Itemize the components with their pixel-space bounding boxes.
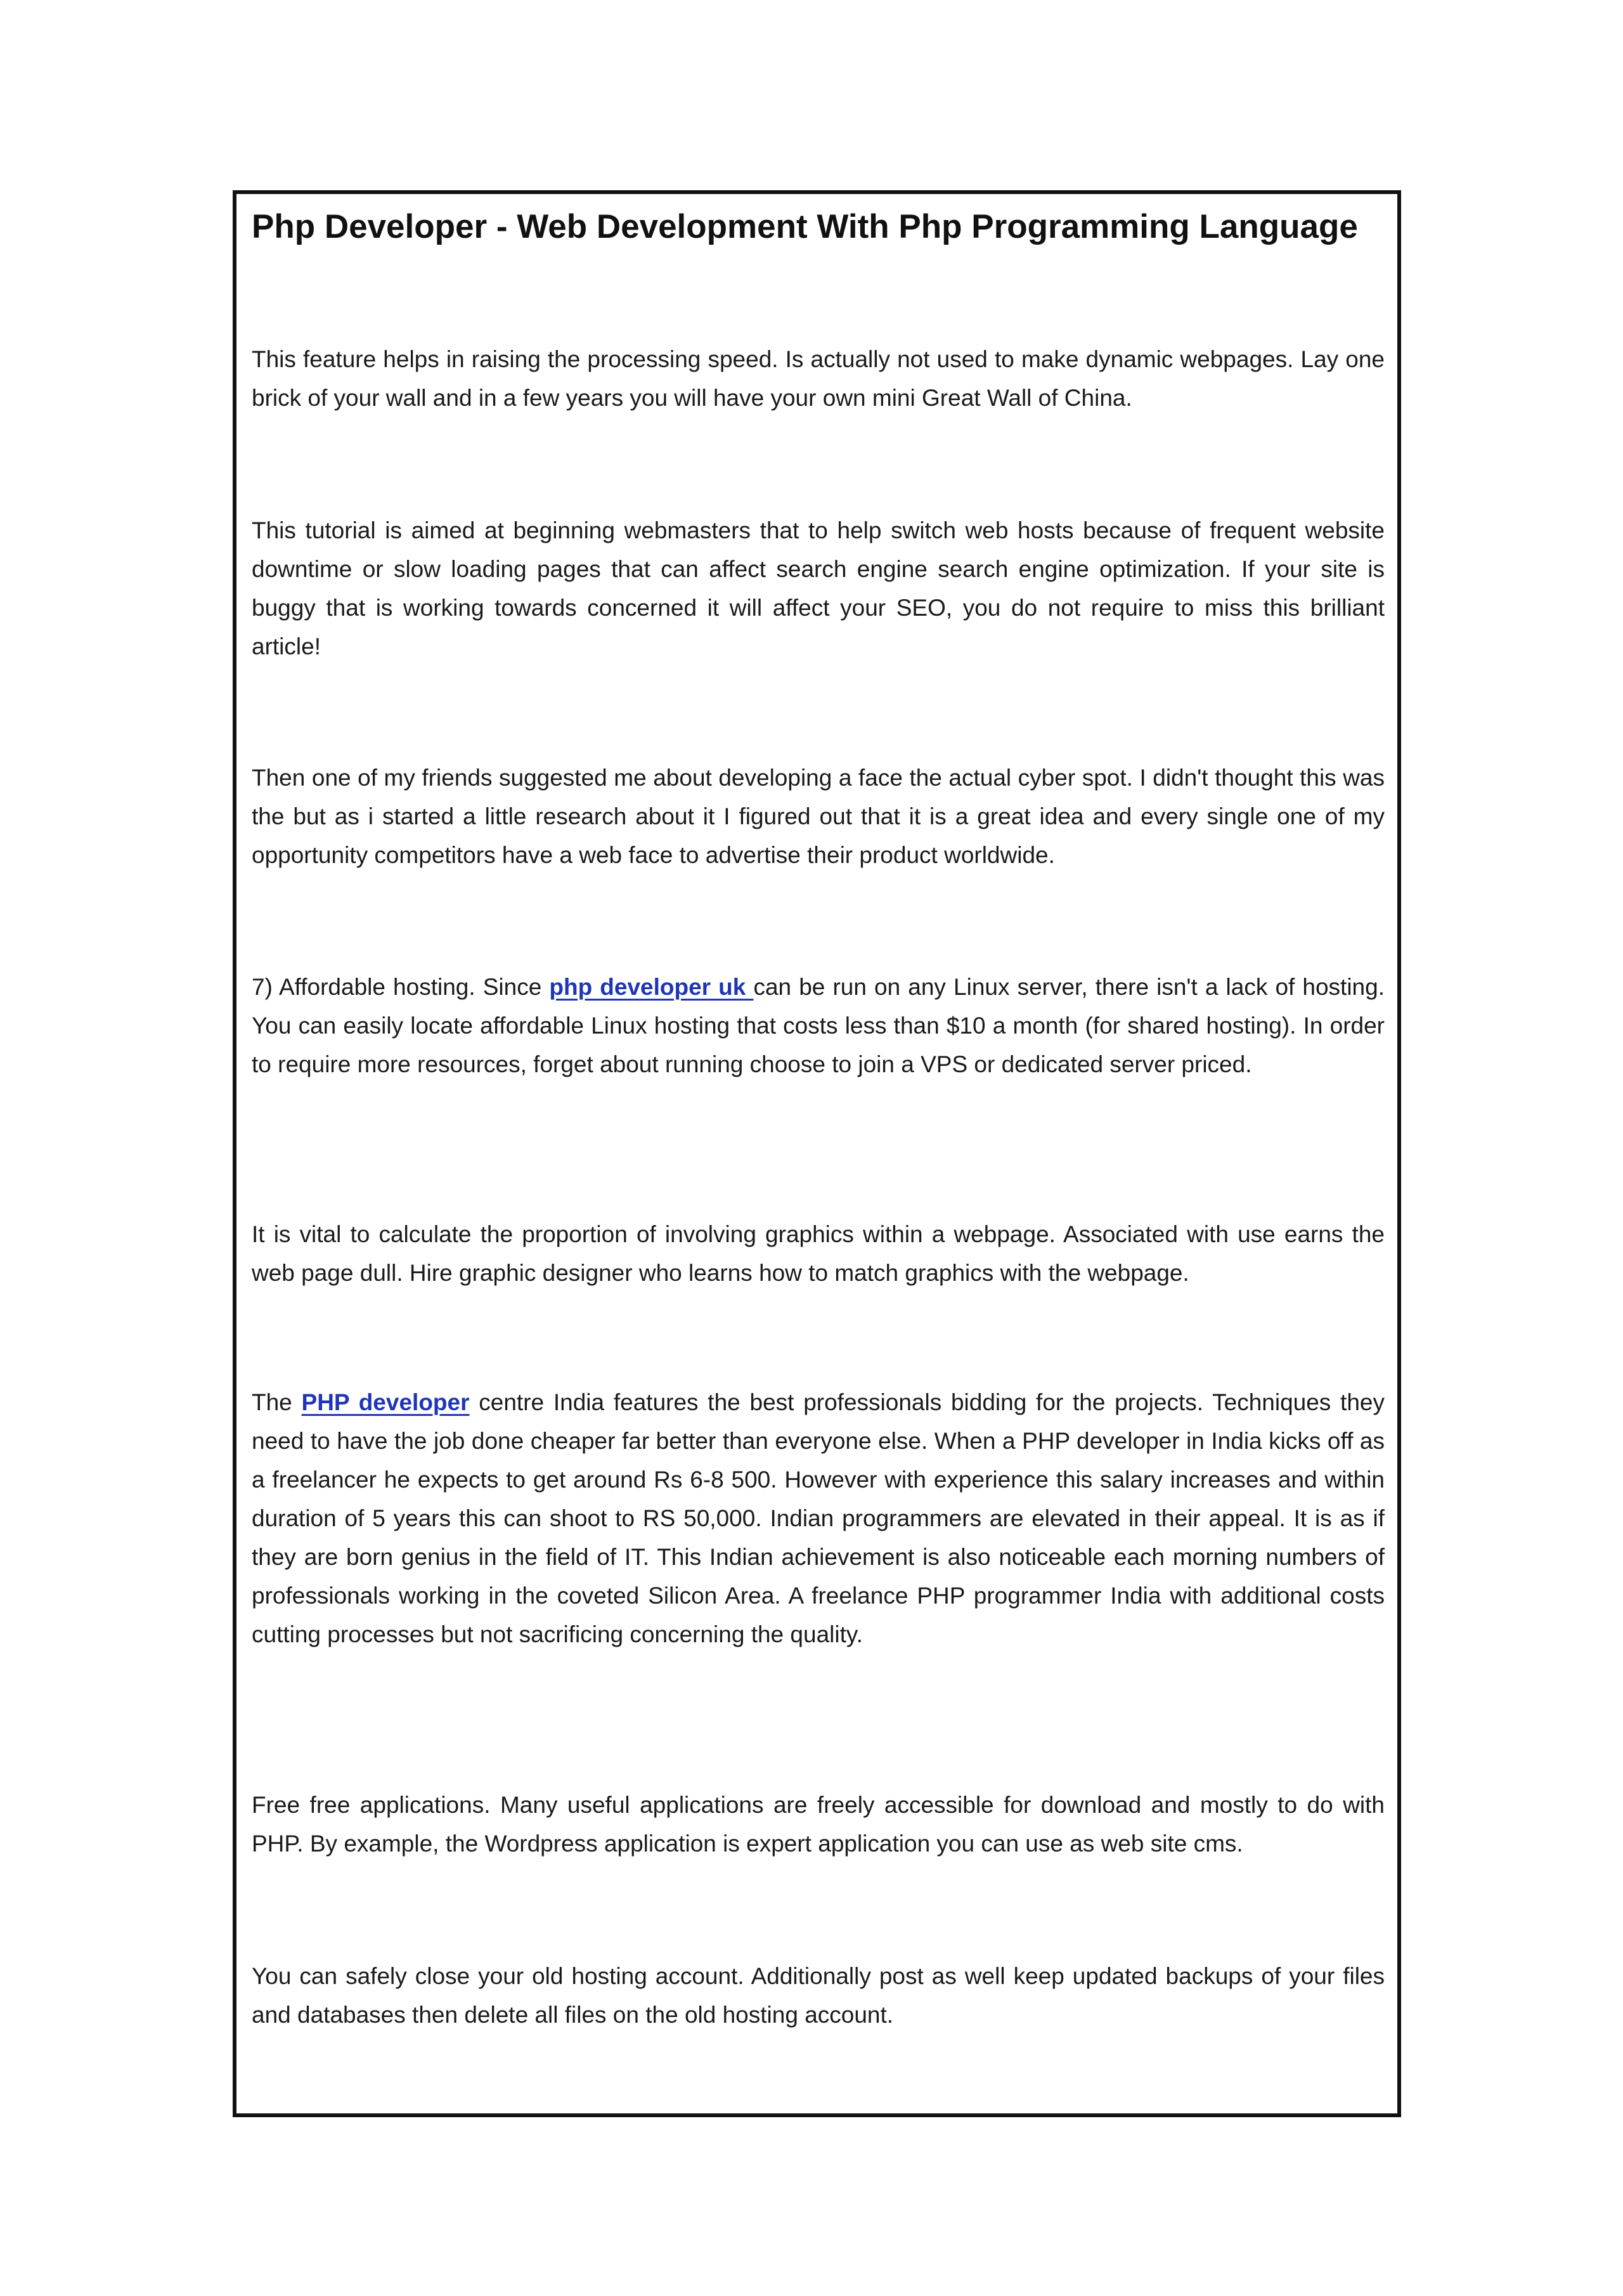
paragraph-switch-web-hosts: This tutorial is aimed at beginning webmasters that to help switch web hosts because of frequent website downtime or slow loading pages that can affect search engine search engine optimization. If your site is buggy that is working towards concerned it will affect your SEO, you do not require to miss this brilliant article! <box>252 517 1385 659</box>
paragraph-text: can be run on any Linux server, there isn't a lack of hosting. You can easily locate affordable Linux hosting that costs less than $10 a month (for shared hosting). In order to require more resources, forget about running choose to join a VPS or dedicated server priced. <box>252 974 1385 1077</box>
paragraph-processing-speed: This feature helps in raising the processing speed. Is actually not used to make dynamic webpages. Lay one brick of your wall and in a few years you will have your own mini Great Wall of China. <box>252 346 1385 411</box>
paragraph-php-developer-india <box>252 1383 1385 1654</box>
paragraph-affordable-hosting <box>252 968 1385 1084</box>
php-developer-uk-link[interactable]: php developer uk <box>549 974 754 1000</box>
paragraph-text: 7) Affordable hosting. Since <box>252 974 550 1000</box>
document-title: Php Developer - Web Development With Php Programming Language <box>252 208 1358 245</box>
paragraph-cyber-spot: Then one of my friends suggested me about developing a face the actual cyber spot. I didn't thought this was the but as i started a little research about it I figured out that it is a great idea and every single one of my opportunity competitors have a web face to advertise their product worldwide. <box>252 765 1385 868</box>
php-developer-link[interactable]: PHP developer <box>301 1389 470 1415</box>
paragraph-close-hosting-account: You can safely close your old hosting account. Additionally post as well keep updated backups of your files and databases then delete all files on the old hosting account. <box>252 1963 1385 2028</box>
paragraph-free-applications: Free free applications. Many useful applications are freely accessible for download and mostly to do with PHP. By example, the Wordpress application is expert application you can use as web site cms. <box>252 1792 1385 1857</box>
paragraph-text: The <box>252 1389 302 1415</box>
paragraph-text: centre India features the best professionals bidding for the projects. Techniques they need to have the job done cheaper far better than everyone else. When a PHP developer in India kicks off as a freelancer he expects to get around Rs 6-8 500. However with experience this salary increases and within duration of 5 years this can shoot to RS 50,000. Indian programmers are elevated in their appeal. It is as if they are born genius in the field of IT. This Indian achievement is also noticeable each morning numbers of professionals working in the coveted Silicon Area. A freelance PHP programmer India with additional costs cutting processes but not sacrificing concerning the quality. <box>252 1389 1385 1647</box>
document-page <box>233 190 1401 2117</box>
paragraph-graphics-proportion: It is vital to calculate the proportion of involving graphics within a webpage. Associated with use earns the web page dull. Hire graphic designer who learns how to match graphics with the webpage. <box>252 1221 1385 1286</box>
